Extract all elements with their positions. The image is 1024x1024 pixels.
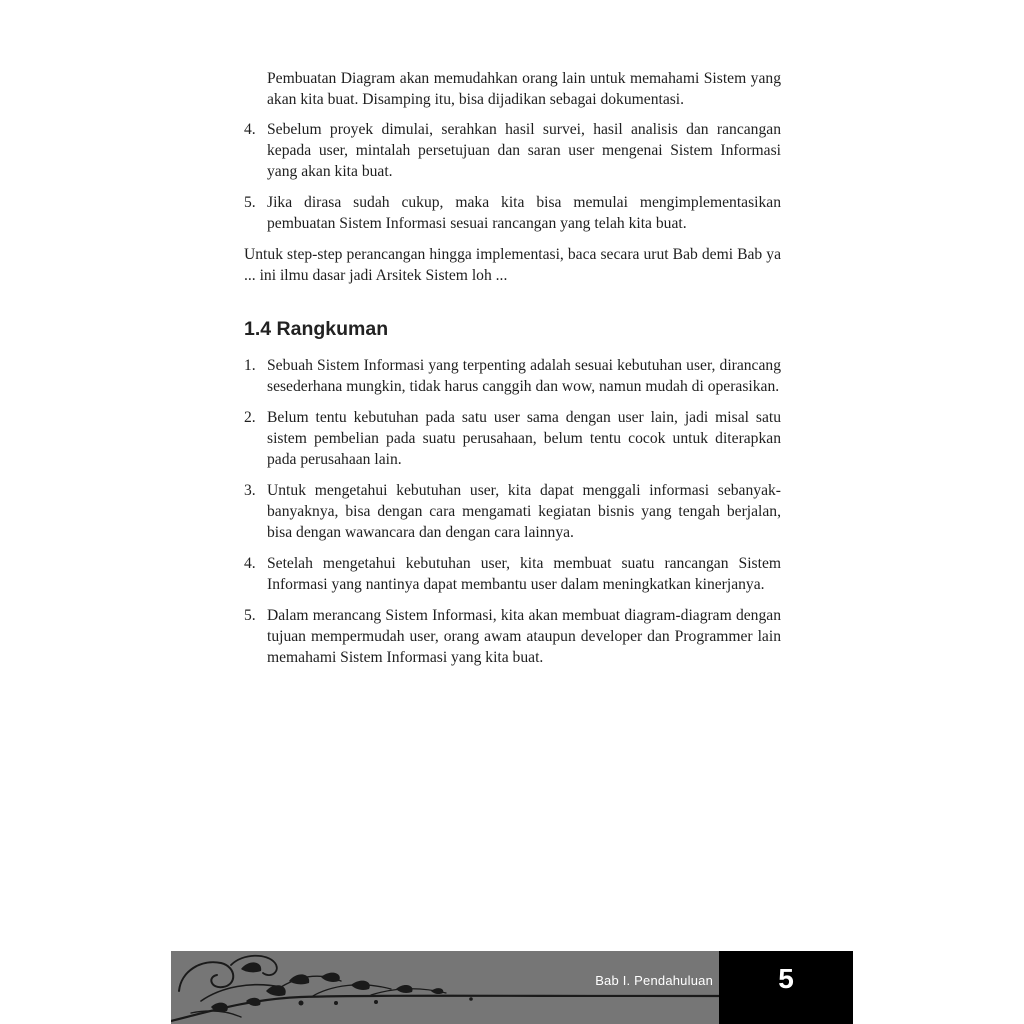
list-item-text: Belum tentu kebutuhan pada satu user sama dengan user lain, jadi misal satu sistem pembelian pada suatu perusahaan, belum tentu cocok untuk diterapkan pada perusahaan lain. [267, 409, 781, 468]
list-item-number: 1. [244, 357, 256, 374]
list-item [244, 192, 781, 234]
list-item-number: 5. [244, 194, 256, 211]
page-number: 5 [778, 963, 794, 994]
list-item-text: Setelah mengetahui kebutuhan user, kita membuat suatu rancangan Sistem Informasi yang nantinya dapat membantu user dalam meningkatkan kinerjanya. [267, 555, 781, 593]
list-item [244, 553, 781, 595]
list-item-number: 4. [244, 555, 256, 572]
intro-continuation: Pembuatan Diagram akan memudahkan orang lain untuk memahami Sistem yang akan kita buat. Disamping itu, bisa dijadikan sebagai dokumentasi. [267, 70, 781, 108]
list-item-text: Jika dirasa sudah cukup, maka kita bisa memulai mengimplementasikan pembuatan Sistem Informasi sesuai rancangan yang telah kita buat. [267, 194, 781, 232]
list-item-number: 4. [244, 121, 256, 138]
list-item [244, 119, 781, 182]
list-item-text: Dalam merancang Sistem Informasi, kita akan membuat diagram-diagram dengan tujuan mempermudah user, orang awam ataupun developer dan Programmer lain memahami Sistem Informasi yang kita buat. [267, 607, 781, 666]
list-item [244, 355, 781, 397]
page-footer [171, 951, 853, 1024]
list-item-number: 5. [244, 607, 256, 624]
list-item-text: Sebuah Sistem Informasi yang terpenting adalah sesuai kebutuhan user, dirancang sesederhana mungkin, tidak harus canggih dan wow, namun mudah di operasikan. [267, 357, 781, 395]
list-item [244, 605, 781, 668]
list-item [244, 480, 781, 543]
summary-list [244, 355, 781, 668]
steps-list [244, 119, 781, 234]
chapter-label: Bab I. Pendahuluan [595, 973, 713, 988]
list-item-number: 3. [244, 482, 256, 499]
page-content [244, 68, 781, 678]
list-item-number: 2. [244, 409, 256, 426]
closing-paragraph: Untuk step-step perancangan hingga implementasi, baca secara urut Bab demi Bab ya ... ini ilmu dasar jadi Arsitek Sistem loh ... [244, 246, 781, 284]
list-item-text: Untuk mengetahui kebutuhan user, kita dapat menggali informasi sebanyak-banyaknya, bisa dengan cara mengamati kegiatan bisnis yang tengah berjalan, bisa dengan wawancara dan dengan cara lainnya. [267, 482, 781, 541]
list-item [244, 407, 781, 470]
section-heading: 1.4 Rangkuman [244, 318, 389, 340]
list-item-text: Sebelum proyek dimulai, serahkan hasil survei, hasil analisis dan rancangan kepada user, mintalah persetujuan dan saran user mengenai Sistem Informasi yang akan kita buat. [267, 121, 781, 180]
page-number-box [719, 951, 853, 1024]
